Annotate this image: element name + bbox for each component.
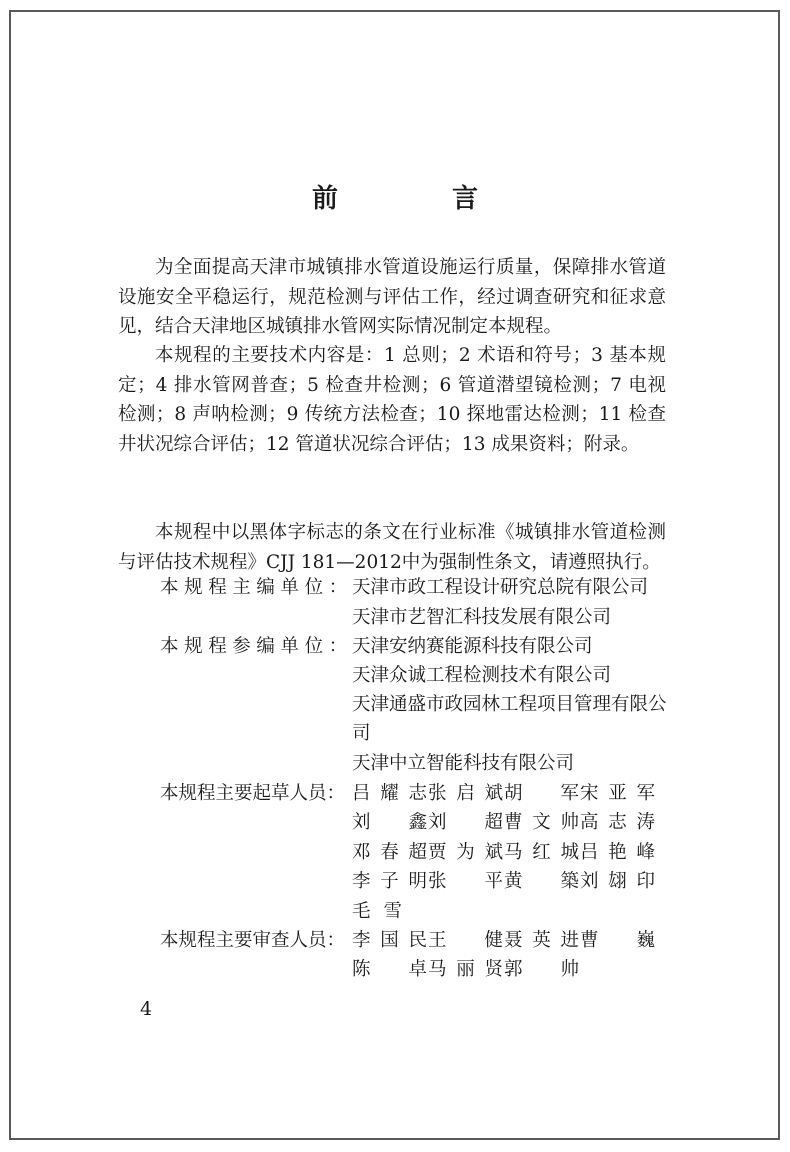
drafter-name: 胡军 [504,783,579,804]
chief-unit-item: 天津市艺智汇科技发展有限公司 [352,607,612,628]
paragraph-purpose: 为全面提高天津市城镇排水管道设施运行质量，保障排水管道设施安全平稳运行，规范检测与评估工作，经过调查研究和征求意见，结合天津地区城镇排水管网实际情况制定本规程。 [118,257,666,337]
participating-unit-item: 天津通盛市政园林工程项目管理有限公司 [352,694,667,744]
drafter-name: 邓春超 [352,842,427,863]
drafter-name: 张启斌 [428,783,503,804]
participating-unit-item: 天津中立智能科技有限公司 [352,753,575,774]
paragraph-mandatory: 本规程中以黑体字标志的条文在行业标准《城镇排水管道检测与评估技术规程》CJJ 181—2012中为强制性条文，请遵照执行。 [118,522,666,573]
drafter-name: 贾为斌 [428,842,503,863]
drafter-name: 吕耀志 [352,783,427,804]
reviewer-name: 曹巍 [580,930,655,951]
drafter-name: 吕艳峰 [580,842,655,863]
drafter-name: 高志涛 [580,812,655,833]
drafter-name: 李子明 [352,871,427,892]
page-number: 4 [140,998,153,1020]
drafter-name: 曹文帅 [504,812,579,833]
drafter-name: 宋亚军 [580,783,655,804]
drafter-name: 张平 [428,871,503,892]
reviewer-name: 聂英进 [504,930,579,951]
reviewer-name: 马丽贤 [428,959,503,980]
participating-unit-label: 本规程参编单位： [160,636,353,657]
reviewer-name: 李国民 [352,930,427,951]
chief-unit-item: 天津市政工程设计研究总院有限公司 [352,577,649,598]
reviewer-name: 王健 [428,930,503,951]
drafter-name: 刘超 [428,812,503,833]
reviewer-name: 陈卓 [352,959,427,980]
drafter-name: 刘翃印 [580,871,655,892]
drafter-name: 刘鑫 [352,812,427,833]
page-title: 前 言 [311,184,522,214]
drafter-name: 马红城 [504,842,579,863]
drafters-label: 本规程主要起草人员： [160,783,346,804]
participating-unit-item: 天津众诚工程检测技术有限公司 [352,665,612,686]
reviewer-name: 郭帅 [504,959,579,980]
reviewers-label: 本规程主要审查人员： [160,930,346,951]
participating-unit-item: 天津安纳赛能源科技有限公司 [352,636,593,657]
drafter-name: 毛雪 [352,901,402,922]
paragraph-contents: 本规程的主要技术内容是：1 总则；2 术语和符号；3 基本规定；4 排水管网普查；5 检查井检测；6 管道潜望镜检测；7 电视检测；8 声呐检测；9 传统方法检查；10 探地雷达检测；11 检查井状况综合评估；12 管道状况综合评估；13 成果资料；附录。 [118,345,666,455]
chief-unit-label: 本规程主编单位： [160,577,353,598]
drafter-name: 黄築 [504,871,579,892]
